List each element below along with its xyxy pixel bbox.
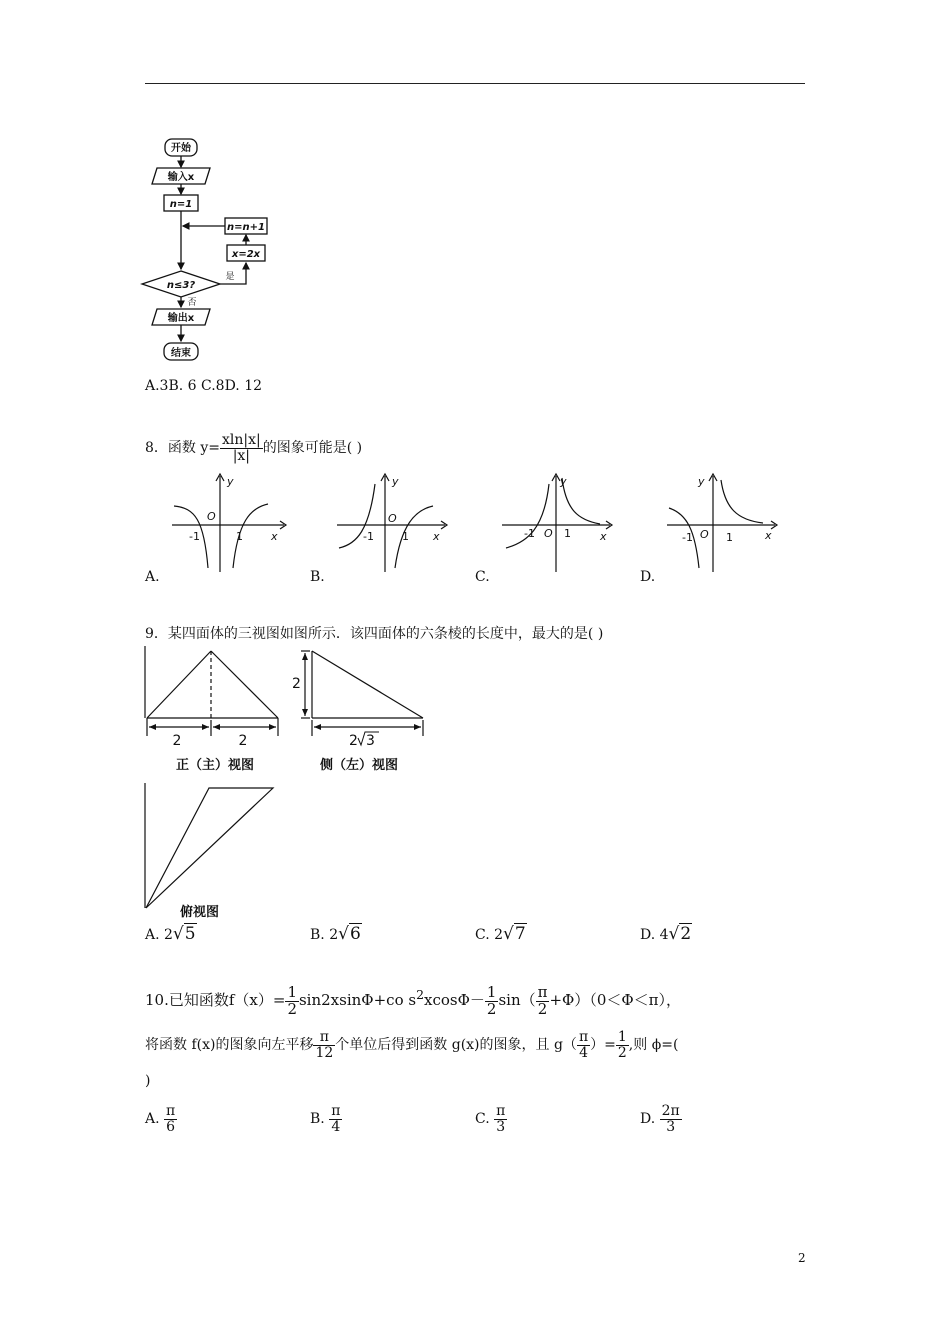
q10-l2-frac2 — [577, 1030, 590, 1060]
flow-start-label: 开始 — [171, 143, 191, 154]
q10-l1-frac1-den: 2 — [287, 999, 297, 1018]
side-dim-base-rad: 3 — [366, 733, 375, 749]
q10-option-c — [475, 1096, 507, 1142]
graph-d-y-label: y — [698, 475, 705, 488]
front-dim-left: 2 — [172, 733, 182, 749]
q10-l1-frac3-num: π — [537, 982, 548, 1001]
graph-d-x-label: x — [765, 529, 772, 542]
flow-update-x-label: x=2x — [231, 249, 261, 260]
front-dim-right: 2 — [238, 733, 248, 749]
graph-a-x-label: x — [271, 530, 278, 543]
q10-l2-c: ）= — [590, 1037, 616, 1053]
q7-options: A.3B. 6 C.8D. 12 — [145, 378, 263, 394]
q9-option-d-rad: 2 — [680, 924, 692, 944]
q10-l1-frac2-den: 2 — [486, 999, 497, 1018]
q10-l1-sup: 2 — [416, 987, 425, 1002]
q10-l1-frac2-num: 1 — [486, 982, 497, 1001]
q10-option-d-label: D. — [640, 1111, 656, 1127]
q8-stem — [145, 426, 362, 470]
q10-line1 — [145, 972, 681, 1023]
q10-option-b-num: π — [331, 1102, 341, 1119]
q10-l2-frac2-num: π — [578, 1028, 589, 1045]
q9-stem: 9．某四面体的三视图如图所示．该四面体的六条棱的长度中，最大的是( ) — [145, 626, 604, 642]
flow-output-label: 输出x — [167, 313, 195, 324]
q10-option-d-den: 3 — [666, 1118, 676, 1135]
flow-end-label: 结束 — [171, 348, 191, 359]
q10-l1-frac3-den: 2 — [537, 999, 548, 1018]
q8-fraction — [220, 433, 263, 463]
q10-option-b — [310, 1096, 342, 1142]
graph-b-neg1-label: -1 — [363, 530, 374, 543]
graph-d-neg1-label: -1 — [682, 531, 693, 544]
graph-c-y-label: y — [560, 475, 567, 488]
q8-option-a: A. — [145, 569, 160, 585]
q10-l2-a: 将函数 f(x)的图象向左平移 — [145, 1037, 314, 1053]
q7-flowchart — [140, 132, 280, 364]
q10-l1-frac3 — [536, 982, 550, 1018]
flow-no-label: 否 — [187, 298, 197, 308]
q10-option-a-den: 6 — [166, 1118, 176, 1135]
q8-option-d: D. — [640, 569, 656, 585]
graph-c-pos1-label: 1 — [564, 527, 571, 540]
q10-option-a — [145, 1096, 177, 1142]
q8-frac-den: |x| — [232, 447, 251, 464]
graph-b-y-label: y — [392, 475, 399, 488]
q9-option-c-label: C. 2 — [475, 927, 504, 943]
page-number: 2 — [798, 1251, 806, 1265]
q9-option-b-rad: 6 — [349, 924, 361, 944]
q8-prefix: 8．函数 y= — [145, 440, 220, 456]
front-caption: 正（主）视图 — [175, 758, 255, 773]
q10-l1-frac2 — [485, 982, 499, 1018]
q10-l2-frac1 — [313, 1030, 335, 1060]
flow-update-n-label: n=n+1 — [227, 222, 265, 233]
graph-c-neg1-label: -1 — [524, 527, 535, 540]
top-caption: 俯视图 — [180, 905, 220, 920]
q9-top-view — [140, 783, 280, 921]
q10-l1-c: xcosΦ－ — [424, 991, 485, 1009]
q8-suffix: 的图象可能是( ) — [262, 440, 363, 456]
q9-front-view — [143, 646, 285, 776]
q8-option-c: C. — [475, 569, 490, 585]
q10-l2-frac1-den: 12 — [315, 1044, 334, 1061]
q10-l2-frac3 — [616, 1030, 629, 1060]
q8-graph-b — [335, 470, 455, 575]
q10-option-d-num: 2π — [661, 1102, 680, 1119]
q10-option-c-den: 3 — [496, 1118, 506, 1135]
side-caption: 侧（左）视图 — [319, 758, 399, 773]
q10-l1-a: 10.已知函数f（x）= — [145, 991, 286, 1009]
q10-option-b-den: 4 — [331, 1118, 341, 1135]
q9-option-d: D. 4√2 — [640, 924, 692, 944]
q8-graph-a — [170, 470, 290, 575]
q9-option-a-rad: 5 — [184, 924, 196, 944]
header-rule — [145, 83, 805, 84]
q10-option-a-label: A. — [145, 1111, 160, 1127]
graph-b-pos1-label: 1 — [402, 530, 409, 543]
q9-side-view — [287, 646, 432, 776]
q10-l2-frac3-num: 1 — [617, 1028, 627, 1045]
q10-l2-d: ,则 ϕ=( — [628, 1037, 679, 1053]
q10-l2-frac1-num: π — [313, 1030, 335, 1046]
graph-a-origin-label: O — [207, 510, 216, 523]
q9-option-a-label: A. 2 — [145, 927, 173, 943]
q10-l1-d: sin（ — [498, 991, 536, 1009]
q9-option-d-label: D. 4 — [640, 927, 669, 943]
q9-option-c: C. 2√7 — [475, 924, 526, 944]
q9-option-a: A. 2√5 — [145, 924, 196, 944]
q10-option-d — [640, 1096, 682, 1142]
q10-l1-b: sin2xsinΦ+co s — [298, 991, 417, 1009]
flow-yes-label: 是 — [225, 272, 235, 282]
q10-l2-frac2-den: 4 — [579, 1044, 588, 1061]
q9-option-c-rad: 7 — [514, 924, 526, 944]
flow-condition-label: n≤3? — [166, 280, 196, 291]
graph-a-neg1-label: -1 — [189, 530, 200, 543]
q10-line2 — [145, 1022, 678, 1068]
q8-frac-num: xln|x| — [222, 431, 261, 448]
graph-d-origin-label: O — [700, 528, 709, 541]
q10-option-b-label: B. — [310, 1111, 325, 1127]
graph-c-origin-label: O — [544, 527, 553, 540]
q10-l1-e: +Φ）（0＜Φ＜π）， — [549, 991, 682, 1009]
q10-l2-b: 个单位后得到函数 g(x)的图象，且 g（ — [335, 1037, 577, 1053]
q10-option-c-num: π — [496, 1102, 506, 1119]
q10-l1-frac1 — [285, 982, 299, 1018]
side-dim-height: 2 — [292, 676, 301, 692]
q10-option-c-label: C. — [475, 1111, 490, 1127]
graph-c-x-label: x — [600, 530, 607, 543]
side-dim-base-coef: 2 — [349, 733, 358, 749]
graph-a-pos1-label: 1 — [236, 530, 243, 543]
q8-graph-c — [500, 470, 620, 575]
q10-option-a-num: π — [166, 1102, 176, 1119]
q9-option-b: B. 2√6 — [310, 924, 361, 944]
graph-b-origin-label: O — [388, 512, 397, 525]
q8-graph-d — [665, 470, 785, 575]
graph-a-y-label: y — [227, 475, 234, 488]
graph-d-pos1-label: 1 — [726, 531, 733, 544]
q8-option-b: B. — [310, 569, 325, 585]
q10-line3: ) — [145, 1073, 151, 1089]
flow-init-label: n=1 — [169, 199, 193, 210]
flow-input-label: 输入x — [167, 172, 195, 183]
graph-b-x-label: x — [433, 530, 440, 543]
q9-option-b-label: B. 2 — [310, 927, 339, 943]
q10-l2-frac3-den: 2 — [617, 1044, 627, 1061]
q10-l1-frac1-num: 1 — [287, 982, 297, 1001]
